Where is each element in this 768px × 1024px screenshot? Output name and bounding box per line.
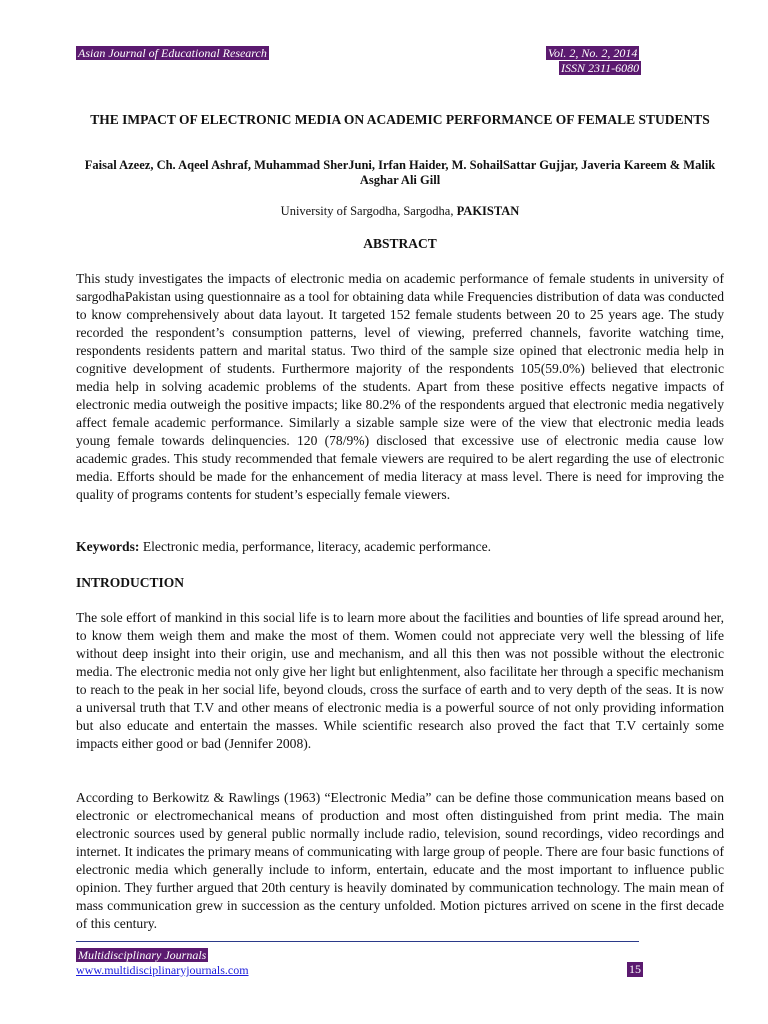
header-issn [559,61,641,75]
keywords-line [76,538,724,556]
footer-url-link[interactable]: www.multidisciplinaryjournals.com [76,963,249,977]
header-journal-name [76,46,269,61]
header-volume [546,46,639,61]
introduction-paragraph-1: The sole effort of mankind in this social life is to learn more about the facilities and bounties of life spread around her, to know them weigh them and make the most of them. Women could not appreciate very well the blessing of life without deep insight into their origin, use and mechanism, and all this then was not possible without the electronic media. The electronic media not only give her light but enlightenment, also facilitate her through a specific mechanism to reach to the peak in her social life, beyond clouds, cross the surface of earth and to very depth of the seas. It is now a universal truth that T.V and other means of electronic media is a powerful source of not only providing information but also educate and entertain the masses. While scientific research also proved the fact that T.V certainly some impacts either good or bad (Jennifer 2008). [76,610,724,751]
abstract-body: This study investigates the impacts of electronic media on academic performance of female students in university of sargodhaPakistan using questionnaire as a tool for obtaining data while Frequencies distribution of data was conducted to know comprehensively about data layout. It targeted 152 female students between 20 to 25 years age. The study recorded the respondent’s consumption patterns, level of viewing, preferred channels, favorite watching time, respondents residents pattern and marital status. Two third of the sample size opined that electronic media help in cognitive development of students. Furthermore majority of the respondents 105(59.0%) believed that electronic media help in solving academic problems of the students. Apart from these positive effects negative impacts of electronic media outweigh the positive impacts; like 80.2% of the respondents argued that electronic media negatively affect female academic performance. Similarly a sizable sample size were of the view that electronic media leads young female towards delinquencies. 120 (78/9%) disclosed that excessive use of electronic media cause low academic grades. This study recommended that female viewers are required to be alert regarding the use of electronic media. Efforts should be made for the enhancement of media literacy at mass level. There is need for improving the quality of programs contents for student’s especially female viewers. [76,271,724,502]
paper-title: THE IMPACT OF ELECTRONIC MEDIA ON ACADEMIC PERFORMANCE OF FEMALE STUDENTS [90,112,710,127]
keywords-text: Electronic media, performance, literacy, academic performance. [139,539,492,554]
header-journal-highlight: Asian Journal of Educational Research [78,46,267,60]
keywords-label: Keywords: [76,539,140,554]
introduction-paragraph-2: According to Berkowitz & Rawlings (1963) “Electronic Media” can be define those communication means based on electronic or electromechanical means of production and most often distinguished from print media. The main electronic sources used by general public normally include radio, television, sound recordings, video recordings and internet. It indicates the primary means of communicating with large group of people. There are four basic functions of electronic media which generally include to inform, entertain, educate and the most important to influence public opinion. They further argued that 20th century is heavily dominated by communication technology. The main mean of mass communication grew in succession as the century unfolded. Motion pictures arrived on scene in the first decade of this century. [76,790,724,931]
footer-journal-highlight: Multidisciplinary Journals [78,948,207,962]
affiliation [76,204,724,219]
affiliation-text: University of Sargodha, Sargodha, [280,204,457,218]
footer-journal [76,948,208,962]
introduction-heading: INTRODUCTION [76,575,185,590]
footer-divider [76,941,639,942]
header-issn-highlight: ISSN 2311-6080 [561,61,640,75]
author-list: Faisal Azeez, Ch. Aqeel Ashraf, Muhammad SherJuni, Irfan Haider, M. SohailSattar Gujjar, Javeria Kareem & Malik Asghar Ali Gill [84,158,716,187]
header-volume-highlight: Vol. 2, No. 2, 2014 [548,46,638,60]
abstract-heading: ABSTRACT [363,236,437,251]
page-number: 15 [629,962,641,976]
affiliation-country: PAKISTAN [456,204,520,218]
